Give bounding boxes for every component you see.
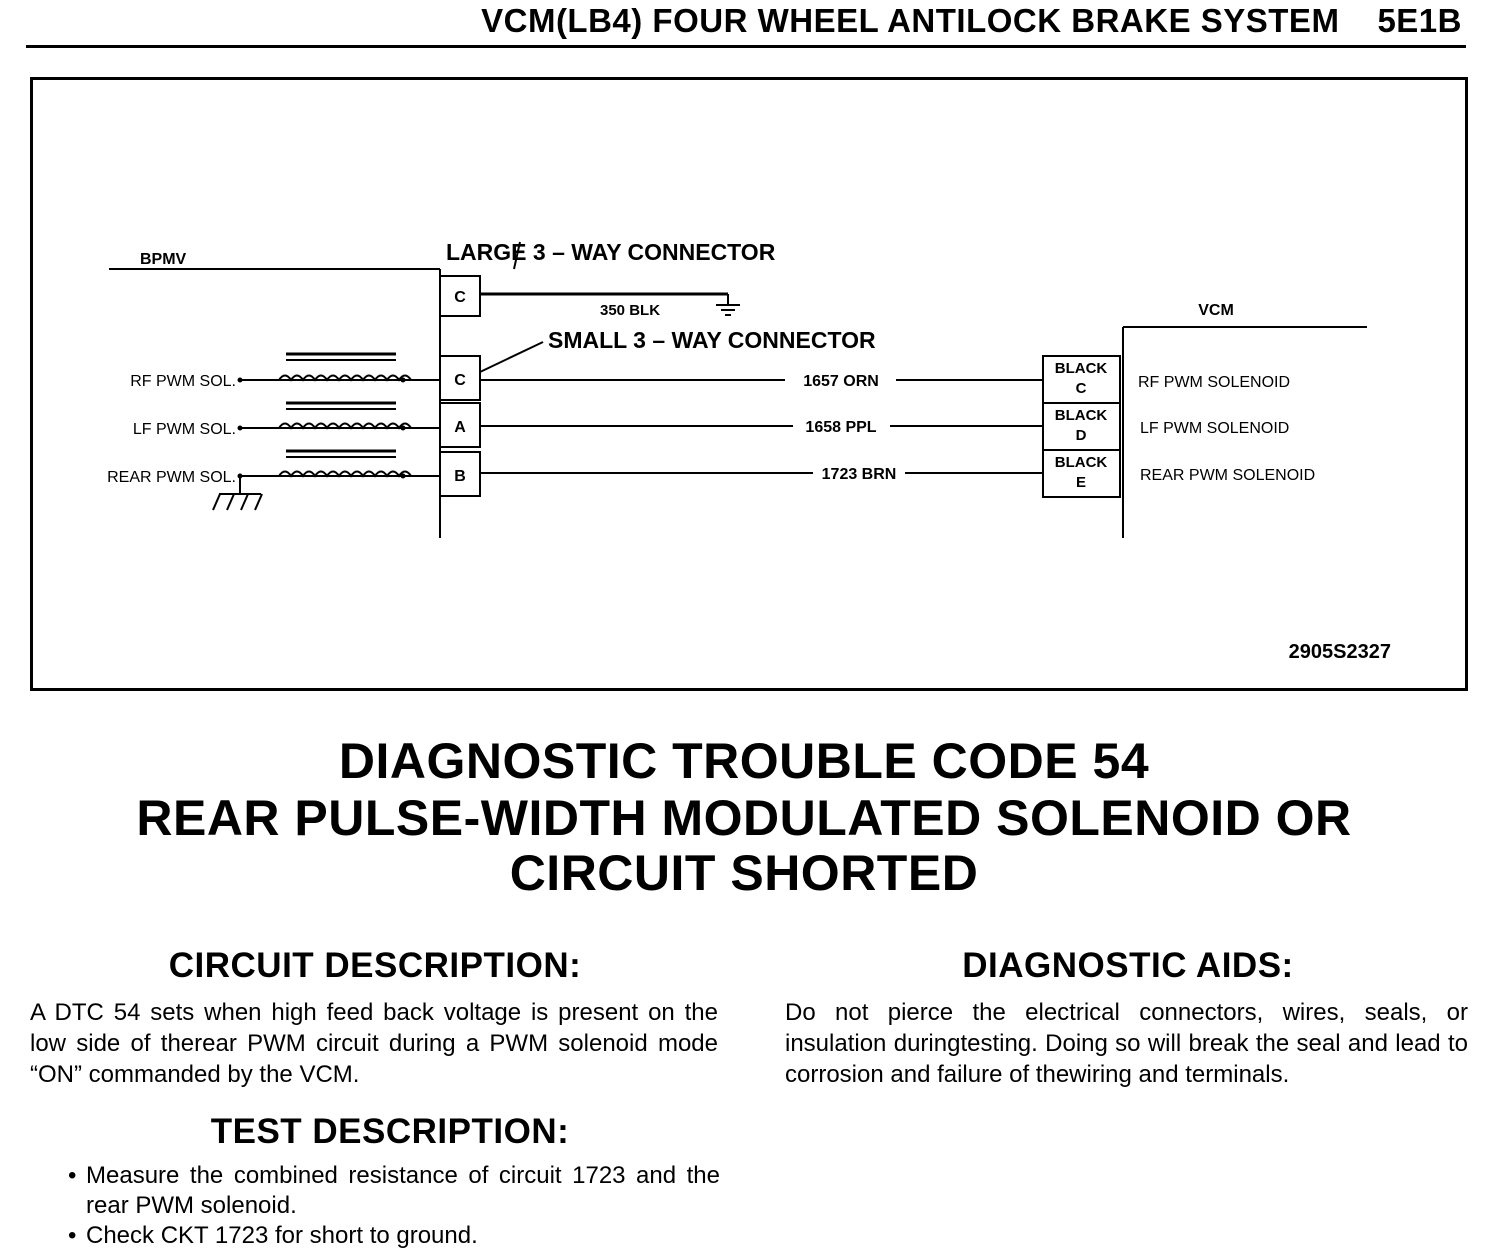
small-connector-label: SMALL 3 – WAY CONNECTOR: [548, 327, 876, 353]
rear-junction-dot: [238, 474, 243, 479]
wire-1658-label: 1658 PPL: [805, 419, 877, 436]
dtc-title-line-1: DIAGNOSTIC TROUBLE CODE 54: [338, 733, 1150, 789]
diagnostic-aids-body: Do not pierce the electrical connectors, wires, seals, or insulation duringtesting. Doing so will break the seal and lead to corrosion and failure of thewiring and terminals.: [785, 999, 1468, 1088]
ground-wire-label: 350 BLK: [600, 302, 661, 319]
wire-1657-label: 1657 ORN: [803, 373, 879, 390]
vcm-circuit-lf: LF PWM SOLENOID: [1140, 420, 1290, 437]
dtc-title-line-2: REAR PULSE-WIDTH MODULATED SOLENOID OR: [136, 790, 1352, 846]
wire-1723-label: 1723 BRN: [821, 466, 897, 483]
diagnostic-aids-heading: DIAGNOSTIC AIDS:: [962, 946, 1294, 985]
vcm-label: VCM: [1198, 302, 1234, 319]
lf-coil-dot: [401, 426, 406, 431]
rear-coil-dot: [401, 474, 406, 479]
rf-junction-dot: [238, 378, 243, 383]
vcm-pin-c-color: BLACK: [1054, 360, 1108, 377]
figure-id: 2905S2327: [1288, 641, 1391, 663]
left-ground-hatch-4: [255, 494, 262, 510]
bpmv-label: BPMV: [140, 251, 187, 268]
vcm-pin-e-letter: E: [1075, 474, 1087, 491]
test-description-heading: TEST DESCRIPTION:: [210, 1112, 570, 1151]
small-pin-label-1: C: [454, 372, 466, 389]
vcm-circuit-rear: REAR PWM SOLENOID: [1140, 467, 1316, 484]
circuit-description-body: A DTC 54 sets when high feed back voltage is present on the low side of therear PWM circuit during a PWM solenoid mode “ON” commanded by the VCM.: [30, 999, 718, 1088]
header-title: VCM(LB4) FOUR WHEEL ANTILOCK BRAKE SYSTEM: [481, 2, 1340, 39]
left-ground-hatch-3: [241, 494, 248, 510]
small-pin-label-2: A: [454, 419, 466, 436]
header-rule: [26, 45, 1466, 48]
left-ground-hatch-1: [213, 494, 220, 510]
vcm-pin-d-letter: D: [1075, 427, 1087, 444]
circuit-description-heading: CIRCUIT DESCRIPTION:: [168, 946, 582, 985]
rf-coil-dot: [401, 378, 406, 383]
left-ground-hatch-2: [227, 494, 234, 510]
vcm-pin-d-color: BLACK: [1054, 407, 1108, 424]
vcm-pin-c-letter: C: [1075, 380, 1087, 397]
small-pin-label-3: B: [454, 468, 466, 485]
list-item: • Check CKT 1723 for short to ground.: [64, 1221, 720, 1251]
large-connector-pin-label: C: [454, 289, 466, 306]
section-code: 5E1B: [1377, 2, 1462, 39]
vcm-pin-e-color: BLACK: [1054, 454, 1108, 471]
wiring-diagram: [30, 77, 1468, 691]
dtc-title-line-3: CIRCUIT SHORTED: [509, 845, 979, 901]
rear-solenoid-label: REAR PWM SOL.: [107, 469, 236, 486]
list-item: • Measure the combined resistance of circuit 1723 and the rear PWM solenoid.: [64, 1161, 720, 1221]
large-connector-label: LARGE 3 – WAY CONNECTOR: [446, 239, 776, 265]
wiring-diagram-svg: [33, 80, 1465, 688]
lf-solenoid-label: LF PWM SOL.: [132, 421, 236, 438]
lf-junction-dot: [238, 426, 243, 431]
page-header: [0, 2, 1462, 40]
rf-solenoid-label: RF PWM SOL.: [130, 373, 236, 390]
vcm-circuit-rf: RF PWM SOLENOID: [1138, 374, 1291, 391]
test-description-list: [64, 1161, 720, 1251]
small-connector-leader: [480, 342, 543, 372]
